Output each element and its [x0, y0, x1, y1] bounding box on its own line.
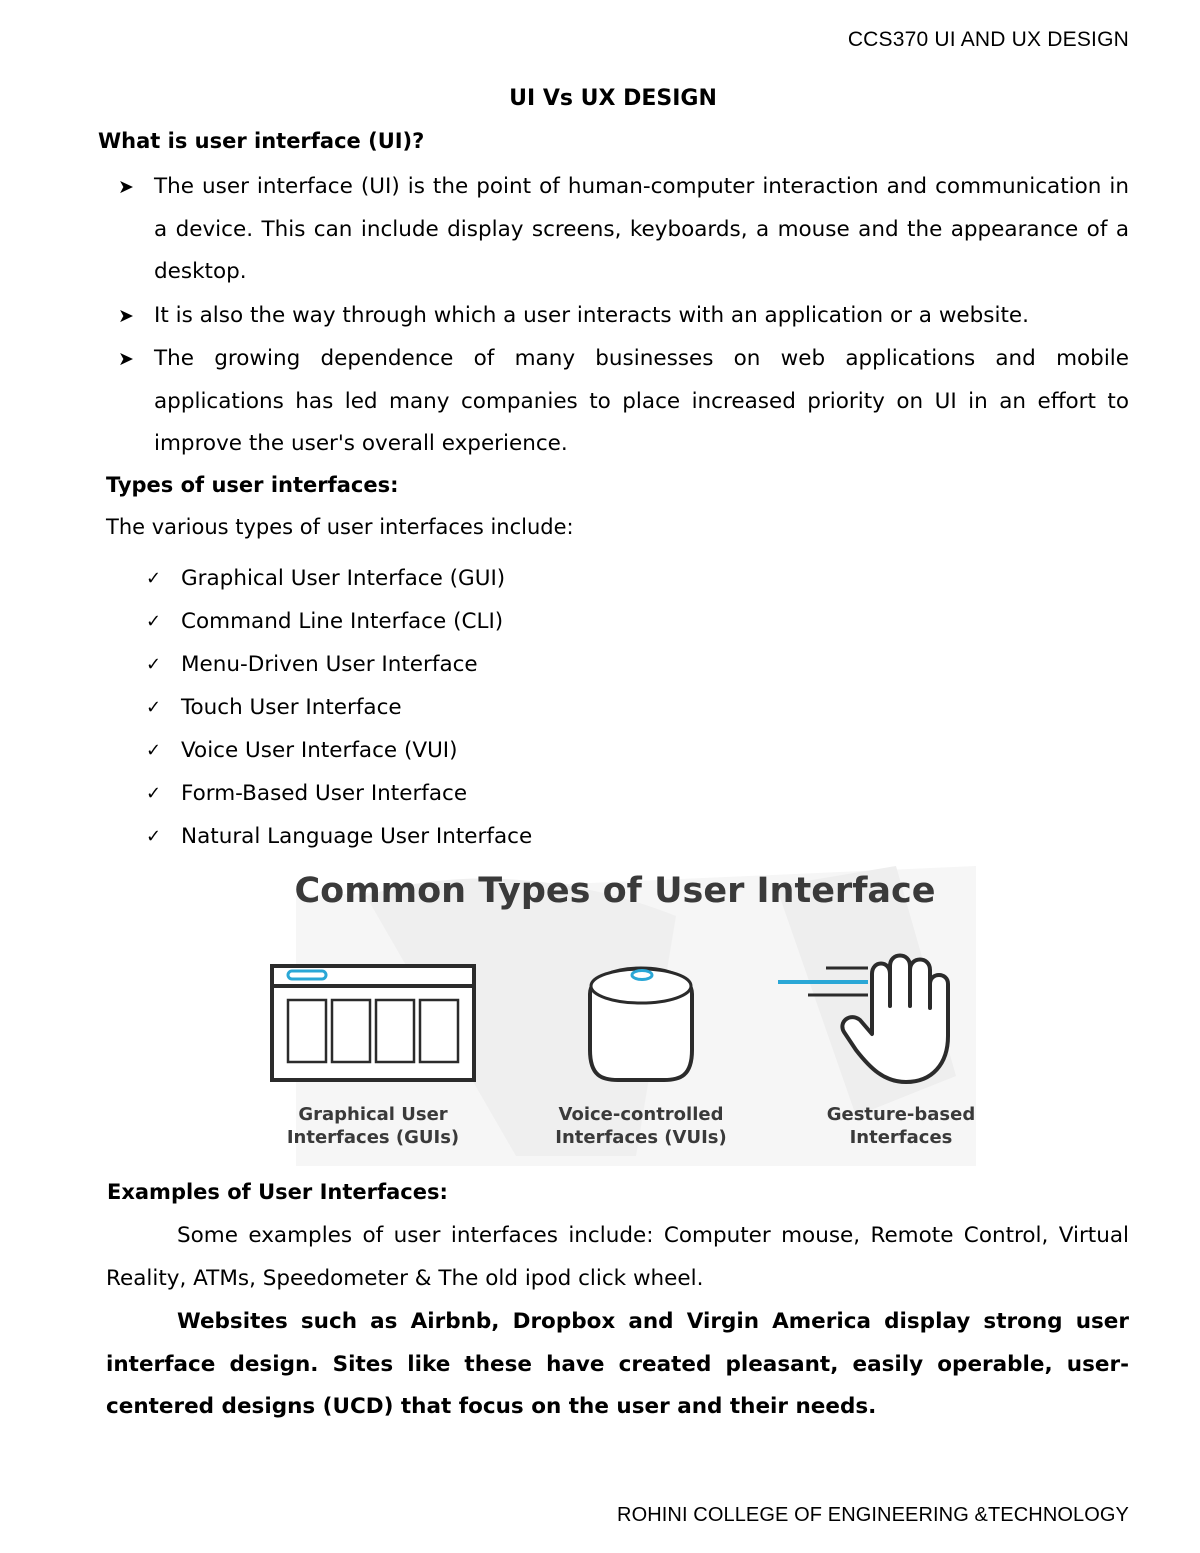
list-item: ➤ It is also the way through which a user interacts with an application or a website.: [118, 295, 1129, 338]
check-icon: ✓: [146, 568, 162, 589]
arrow-bullet-icon: ➤: [118, 348, 134, 370]
types-section-heading: Types of user interfaces:: [106, 473, 399, 497]
ui-bullet-list: [118, 166, 1129, 467]
arrow-bullet-icon: ➤: [118, 176, 134, 198]
list-item: ✓ Touch User Interface: [146, 686, 532, 729]
list-item: ✓ Natural Language User Interface: [146, 815, 532, 858]
running-footer: ROHINI COLLEGE OF ENGINEERING &TECHNOLOGY: [617, 1504, 1129, 1526]
arrow-bullet-icon: ➤: [118, 304, 134, 327]
vui-caption-line2: Interfaces (VUIs): [555, 1127, 727, 1148]
page-title: UI Vs UX DESIGN: [509, 86, 717, 111]
list-item: ✓ Form-Based User Interface: [146, 772, 532, 815]
gesture-caption-line2: Interfaces: [849, 1127, 953, 1148]
check-icon: ✓: [146, 697, 162, 718]
figure-title: Common Types of User Interface: [294, 871, 936, 911]
check-icon: ✓: [146, 740, 162, 761]
vui-caption-line1: Voice-controlled: [558, 1104, 724, 1125]
gui-window-icon: [272, 966, 474, 1080]
ui-types-figure: [256, 856, 978, 1166]
types-intro-text: The various types of user interfaces include:: [106, 515, 574, 539]
running-header: CCS370 UI AND UX DESIGN: [847, 28, 1129, 51]
check-icon: ✓: [146, 611, 162, 632]
ui-types-illustration: [256, 856, 978, 1166]
websites-paragraph: Websites such as Airbnb, Dropbox and Virgin America display strong user interface design. Sites like these have created pleasant, easily operable, user-centered designs (UCD) that focus on the user and their needs.: [106, 1309, 1129, 1419]
list-item: ➤ The user interface (UI) is the point of human-computer interaction and communication in a device. This can include display screens, keyboards, a mouse and the appearance of a desktop.: [118, 166, 1129, 294]
gui-caption-line2: Interfaces (GUIs): [286, 1127, 460, 1148]
check-icon: ✓: [146, 826, 162, 847]
list-item: ✓ Voice User Interface (VUI): [146, 729, 532, 772]
gesture-caption-line1: Gesture-based: [826, 1104, 976, 1125]
examples-section-heading: Examples of User Interfaces:: [107, 1180, 448, 1204]
check-icon: ✓: [146, 783, 162, 804]
examples-paragraph: Some examples of user interfaces include: Computer mouse, Remote Control, Virtual Reality, ATMs, Speedometer & The old ipod click wheel.: [106, 1223, 1129, 1291]
smart-speaker-icon: [590, 969, 692, 1081]
list-item: ✓ Menu-Driven User Interface: [146, 643, 532, 686]
list-item: ➤ The growing dependence of many businesses on web applications and mobile applications has led many companies to place increased priority on UI in an effort to improve the user's overall experience.: [118, 338, 1129, 466]
gui-caption-line1: Graphical User: [298, 1104, 448, 1125]
check-icon: ✓: [146, 654, 162, 675]
ui-types-list: [146, 557, 532, 858]
ui-section-heading: What is user interface (UI)?: [98, 129, 425, 153]
list-item: ✓ Command Line Interface (CLI): [146, 600, 532, 643]
list-item: ✓ Graphical User Interface (GUI): [146, 557, 532, 600]
